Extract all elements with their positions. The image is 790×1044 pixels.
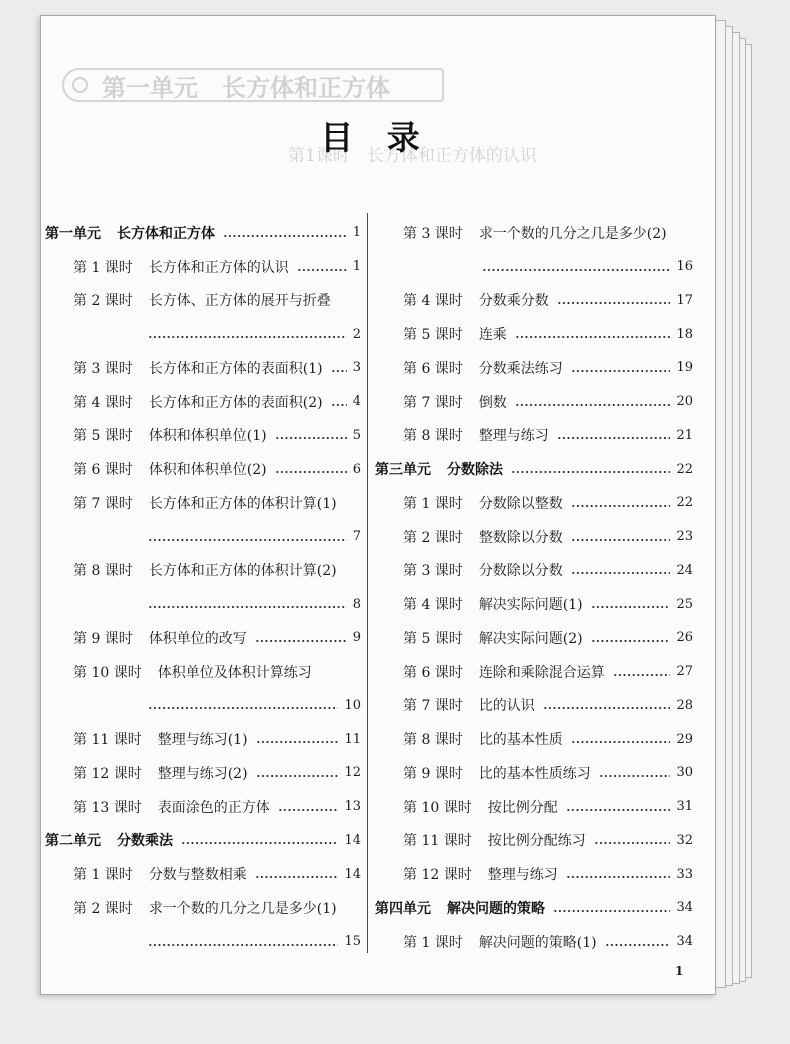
toc-lesson-entry [45, 452, 361, 486]
dot-leader [148, 532, 347, 542]
page-number: 32 [676, 832, 693, 848]
toc-left-column [45, 216, 361, 959]
entry-line [375, 486, 693, 520]
page-number: 18 [676, 326, 693, 342]
lesson-label: 第 8 课时 [73, 563, 133, 580]
dot-leader [275, 464, 347, 474]
toc-lesson-entry [375, 689, 693, 723]
toc-lesson-entry [45, 790, 361, 824]
lesson-label: 第 12 课时 [73, 765, 142, 782]
toc-unit-entry [375, 891, 693, 925]
dot-leader [148, 700, 338, 710]
toc-unit-entry [45, 216, 361, 250]
entry-line [45, 824, 361, 858]
page-number: 16 [676, 259, 693, 275]
show-through-unit-banner [62, 68, 444, 102]
dot-leader [256, 734, 339, 744]
lesson-title: 长方体和正方体的体积计算(2) [148, 563, 337, 580]
toc-lesson-entry [45, 857, 361, 891]
lesson-title: 整理与练习 [478, 428, 549, 445]
lesson-label: 第 11 课时 [403, 833, 472, 850]
toc-lesson-entry [45, 351, 361, 385]
lesson-title: 整理与练习(1) [157, 732, 248, 749]
lesson-label: 第 3 课时 [403, 225, 463, 242]
toc-lesson-entry [45, 621, 361, 655]
lesson-label: 第 9 课时 [403, 765, 463, 782]
lesson-title: 分数与整数相乘 [148, 867, 247, 884]
entry-line [45, 722, 361, 756]
toc-unit-entry [375, 452, 693, 486]
entry-line [45, 655, 361, 689]
page-number: 13 [344, 799, 361, 815]
page-number: 15 [344, 934, 361, 950]
lesson-title: 比的基本性质 [478, 732, 563, 749]
dot-leader [571, 532, 671, 542]
unit-title: 分数乘法 [117, 833, 173, 850]
lesson-label: 第 7 课时 [73, 495, 133, 512]
toc-lesson-entry [45, 419, 361, 453]
dot-leader [566, 869, 671, 879]
unit-title: 长方体和正方体 [117, 225, 215, 242]
page-number: 28 [676, 697, 693, 713]
dot-leader [331, 363, 347, 373]
entry-line [45, 486, 361, 520]
lesson-label: 第 9 课时 [73, 630, 133, 647]
dot-leader [605, 937, 671, 947]
entry-continuation-line [45, 317, 361, 351]
lesson-label: 第 11 课时 [73, 732, 142, 749]
dot-leader [594, 835, 671, 845]
toc-lesson-entry [45, 385, 361, 419]
lesson-title: 整理与练习(2) [157, 765, 248, 782]
dot-leader [255, 633, 347, 643]
page-number: 29 [676, 731, 693, 747]
toc-lesson-entry [375, 790, 693, 824]
entry-line [375, 756, 693, 790]
unit-label: 第二单元 [45, 833, 101, 850]
entry-line [375, 317, 693, 351]
toc-lesson-entry [45, 891, 361, 959]
entry-line [375, 284, 693, 318]
page-number: 22 [676, 495, 693, 511]
lesson-label: 第 1 课时 [73, 867, 133, 884]
page-number: 11 [344, 731, 361, 747]
entry-continuation-line [375, 250, 693, 284]
dot-leader [275, 430, 347, 440]
lesson-title: 按比例分配 [487, 799, 558, 816]
toc-lesson-entry [375, 486, 693, 520]
lesson-label: 第 1 课时 [73, 259, 133, 276]
lesson-label: 第 7 课时 [403, 698, 463, 715]
unit-label: 第一单元 [45, 225, 101, 242]
lesson-title: 长方体、正方体的展开与折叠 [148, 293, 331, 310]
page-number: 19 [676, 360, 693, 376]
lesson-title: 分数除以整数 [478, 495, 563, 512]
dot-leader [297, 262, 347, 272]
toc-lesson-entry [375, 317, 693, 351]
page-number: 20 [676, 394, 693, 410]
dot-leader [255, 869, 339, 879]
unit-title: 分数除法 [447, 462, 503, 479]
lesson-title: 解决问题的策略(1) [478, 934, 597, 951]
lesson-label: 第 4 课时 [403, 597, 463, 614]
lesson-title: 连除和乘除混合运算 [478, 664, 605, 681]
lesson-title: 求一个数的几分之几是多少(1) [148, 900, 337, 917]
entry-line [375, 554, 693, 588]
page-number: 33 [676, 866, 693, 882]
entry-line [375, 452, 693, 486]
lesson-title: 解决实际问题(2) [478, 630, 583, 647]
page-number: 10 [344, 697, 361, 713]
page-number: 12 [344, 765, 361, 781]
lesson-title: 体积单位的改写 [148, 630, 247, 647]
circle-icon [72, 77, 88, 93]
toc-lesson-entry [45, 756, 361, 790]
toc-lesson-entry [45, 655, 361, 723]
lesson-label: 第 13 课时 [73, 799, 142, 816]
toc-lesson-entry [375, 621, 693, 655]
entry-line [375, 621, 693, 655]
page-number: 17 [676, 292, 693, 308]
page-number: 2 [352, 326, 361, 342]
page-number: 21 [676, 427, 693, 443]
toc-unit-entry [45, 824, 361, 858]
lesson-title: 分数乘法练习 [478, 360, 563, 377]
page-number: 4 [352, 394, 361, 410]
dot-leader [571, 734, 671, 744]
dot-leader [557, 430, 671, 440]
page-number: 26 [676, 630, 693, 646]
lesson-label: 第 3 课时 [403, 563, 463, 580]
dot-leader [148, 599, 347, 609]
entry-line [375, 891, 693, 925]
entry-line [45, 554, 361, 588]
lesson-label: 第 6 课时 [403, 664, 463, 681]
lesson-title: 求一个数的几分之几是多少(2) [478, 225, 667, 242]
entry-line [45, 452, 361, 486]
lesson-label: 第 6 课时 [73, 462, 133, 479]
entry-line [375, 351, 693, 385]
toc-lesson-entry [375, 587, 693, 621]
show-through-banner-text: 第一单元 长方体和正方体 [102, 72, 390, 102]
dot-leader [613, 667, 671, 677]
unit-label: 第四单元 [375, 900, 431, 917]
unit-label: 第三单元 [375, 462, 431, 479]
page-number: 14 [344, 832, 361, 848]
toc-lesson-entry [375, 756, 693, 790]
lesson-label: 第 1 课时 [403, 495, 463, 512]
lesson-title: 连乘 [478, 327, 507, 344]
dot-leader [515, 329, 671, 339]
entry-line [375, 790, 693, 824]
toc-lesson-entry [375, 216, 693, 284]
lesson-title: 解决实际问题(1) [478, 597, 583, 614]
toc-lesson-entry [45, 284, 361, 352]
page-number: 5 [352, 427, 361, 443]
page-number: 7 [352, 529, 361, 545]
entry-line [45, 790, 361, 824]
entry-continuation-line [45, 587, 361, 621]
page-number: 3 [352, 360, 361, 376]
lesson-label: 第 1 课时 [403, 934, 463, 951]
dot-leader [591, 599, 671, 609]
lesson-title: 长方体和正方体的表面积(1) [148, 360, 323, 377]
lesson-label: 第 6 课时 [403, 360, 463, 377]
lesson-title: 长方体和正方体的认识 [148, 259, 289, 276]
page-number: 6 [352, 461, 361, 477]
lesson-title: 分数乘分数 [478, 293, 549, 310]
entry-line [45, 385, 361, 419]
dot-leader [331, 397, 347, 407]
dot-leader [148, 937, 338, 947]
page-number: 30 [676, 765, 693, 781]
toc-lesson-entry [375, 351, 693, 385]
dot-leader [511, 464, 670, 474]
entry-line [375, 419, 693, 453]
column-divider [367, 213, 368, 953]
dot-leader [543, 700, 671, 710]
lesson-label: 第 4 课时 [73, 394, 133, 411]
lesson-label: 第 2 课时 [73, 900, 133, 917]
page-number: 8 [352, 596, 361, 612]
page-number: 25 [676, 596, 693, 612]
dot-leader [148, 329, 347, 339]
dot-leader [599, 768, 671, 778]
lesson-title: 比的认识 [478, 698, 535, 715]
dot-leader [181, 835, 338, 845]
page-number: 22 [676, 461, 693, 477]
toc-lesson-entry [375, 925, 693, 959]
lesson-title: 体积和体积单位(1) [148, 428, 267, 445]
dot-leader [515, 397, 671, 407]
lesson-label: 第 10 课时 [73, 664, 142, 681]
toc-lesson-entry [45, 722, 361, 756]
page-number-footer: 1 [675, 964, 684, 978]
entry-line [375, 655, 693, 689]
entry-line [45, 216, 361, 250]
entry-line [45, 419, 361, 453]
dot-leader [223, 228, 347, 238]
dot-leader [557, 295, 671, 305]
dot-leader [566, 802, 671, 812]
entry-line [45, 756, 361, 790]
page-number: 27 [676, 664, 693, 680]
page-number: 34 [676, 900, 693, 916]
lesson-title: 比的基本性质练习 [478, 765, 591, 782]
lesson-title: 长方体和正方体的体积计算(1) [148, 495, 337, 512]
entry-line [45, 621, 361, 655]
toc-lesson-entry [375, 824, 693, 858]
toc-lesson-entry [375, 722, 693, 756]
lesson-title: 体积和体积单位(2) [148, 462, 267, 479]
entry-line [45, 857, 361, 891]
dot-leader [553, 903, 670, 913]
entry-line [375, 520, 693, 554]
page-number: 1 [352, 259, 361, 275]
entry-line [375, 385, 693, 419]
lesson-label: 第 3 课时 [73, 360, 133, 377]
lesson-label: 第 8 课时 [403, 732, 463, 749]
entry-line [375, 857, 693, 891]
entry-continuation-line [45, 520, 361, 554]
lesson-label: 第 5 课时 [73, 428, 133, 445]
entry-line [375, 722, 693, 756]
page-number: 24 [676, 562, 693, 578]
toc-lesson-entry [45, 486, 361, 554]
lesson-title: 按比例分配练习 [487, 833, 586, 850]
lesson-label: 第 7 课时 [403, 394, 463, 411]
dot-leader [278, 802, 339, 812]
unit-title: 解决问题的策略 [447, 900, 545, 917]
dot-leader [482, 262, 670, 272]
show-through-lesson-text: 第1课时 长方体和正方体的认识 [288, 146, 537, 166]
lesson-label: 第 12 课时 [403, 867, 472, 884]
entry-line [45, 250, 361, 284]
toc-lesson-entry [375, 520, 693, 554]
lesson-title: 表面涂色的正方体 [157, 799, 270, 816]
entry-line [375, 689, 693, 723]
toc-lesson-entry [45, 250, 361, 284]
entry-line [45, 284, 361, 318]
dot-leader [571, 565, 671, 575]
lesson-title: 长方体和正方体的表面积(2) [148, 394, 323, 411]
entry-line [375, 587, 693, 621]
toc-lesson-entry [45, 554, 361, 622]
lesson-title: 分数除以分数 [478, 563, 563, 580]
page-number: 14 [344, 866, 361, 882]
lesson-label: 第 10 课时 [403, 799, 472, 816]
lesson-title: 倒数 [478, 394, 507, 411]
lesson-label: 第 2 课时 [403, 529, 463, 546]
lesson-title: 整数除以分数 [478, 529, 563, 546]
page-number: 23 [676, 529, 693, 545]
page-number: 34 [676, 934, 693, 950]
lesson-label: 第 4 课时 [403, 293, 463, 310]
entry-line [45, 891, 361, 925]
lesson-label: 第 5 课时 [403, 327, 463, 344]
entry-continuation-line [45, 689, 361, 723]
toc-lesson-entry [375, 284, 693, 318]
page-title: 目 录 [320, 118, 420, 157]
lesson-title: 体积单位及体积计算练习 [157, 664, 312, 681]
lesson-title: 整理与练习 [487, 867, 558, 884]
page-number: 9 [352, 630, 361, 646]
dot-leader [591, 633, 671, 643]
entry-line [375, 925, 693, 959]
lesson-label: 第 5 课时 [403, 630, 463, 647]
lesson-label: 第 2 课时 [73, 293, 133, 310]
toc-right-column [375, 216, 693, 959]
lesson-label: 第 8 课时 [403, 428, 463, 445]
toc-lesson-entry [375, 655, 693, 689]
toc-lesson-entry [375, 857, 693, 891]
entry-continuation-line [45, 925, 361, 959]
toc-lesson-entry [375, 385, 693, 419]
dot-leader [256, 768, 339, 778]
entry-line [375, 216, 693, 250]
dot-leader [571, 363, 671, 373]
toc-lesson-entry [375, 554, 693, 588]
entry-line [45, 351, 361, 385]
page-number: 1 [352, 225, 361, 241]
toc-lesson-entry [375, 419, 693, 453]
dot-leader [571, 498, 671, 508]
page-number: 31 [676, 799, 693, 815]
entry-line [375, 824, 693, 858]
